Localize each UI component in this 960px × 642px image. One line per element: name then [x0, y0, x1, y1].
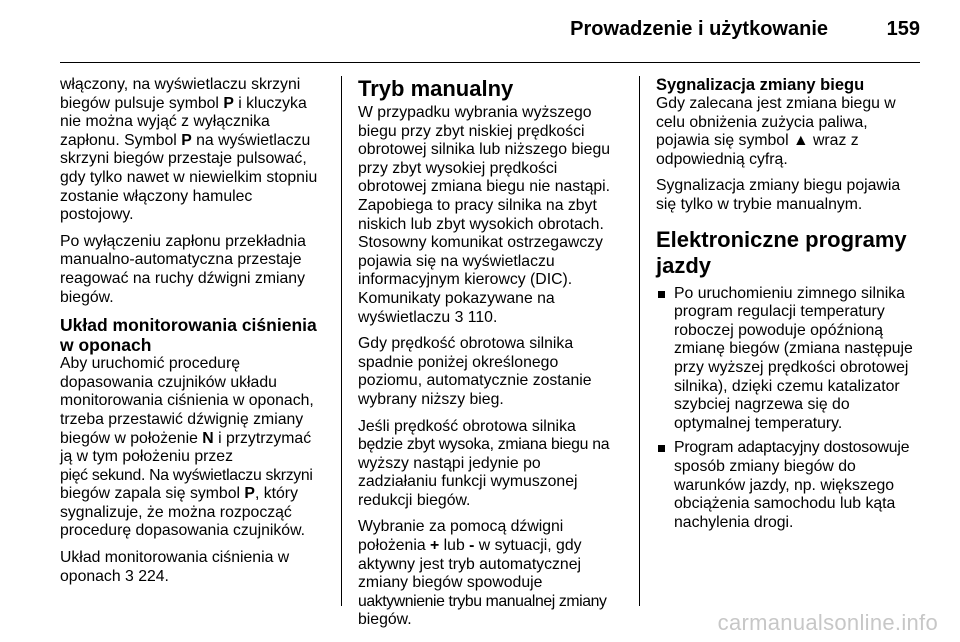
section-heading: Tryb manualny: [358, 76, 514, 101]
list-item: Program adaptacyjny dostosowuje sposób zmiany biegów do warunków jazdy, np. większego obciążenia samochodu lub kąta nachylenia drogi.: [656, 439, 926, 532]
square-bullet-icon: [658, 291, 665, 298]
column-3: [656, 76, 926, 538]
column-2: [358, 76, 626, 638]
page-ref-icon: 3: [125, 567, 134, 585]
page-number: 159: [886, 18, 920, 40]
column-1: [60, 76, 328, 594]
paragraph: Układ monitorowania ciśnienia w oponach 3 224.: [60, 549, 290, 585]
paragraph: Sygnalizacja zmiany biegu pojawia się tylko w trybie manualnym.: [656, 177, 901, 213]
triangle-up-icon: ▲: [792, 132, 809, 150]
paragraph: W przypadku wybrania wyższego biegu przy zbyt niskiej prędkości obrotowej silnika lub niższego biegu przy zbyt wysokiej prędkości obrotowej zmiana biegu nie nastąpi. Zapobiega to pracy silnika na zbyt niskich lub zbyt wysokich obrotach. Stosowny komunikat ostrzegawczy pojawia się na wyświetlaczu informacyjnym kierowcy (DIC). Komunikaty pokazywane na wyświetlaczu 3 110.: [358, 104, 611, 326]
watermark: carmanualsonline.info: [717, 610, 938, 635]
paragraph: Po wyłączeniu zapłonu przekładnia manualno-automatyczna przestaje reagować na ruchy dźwigni zmiany biegów.: [60, 232, 306, 306]
symbol-p: P: [223, 94, 234, 112]
symbol-p: P: [181, 131, 192, 149]
column-divider: [341, 76, 342, 606]
symbol-plus: +: [430, 537, 440, 555]
header-title: Prowadzenie i użytkowanie: [570, 18, 828, 40]
list-item: Po uruchomieniu zimnego silnika program regulacji temperatury roboczej powoduje opóźnioną zmianę biegów (zmiana następuje przy wyższej prędkości obrotowej silnika), dzięki czemu katalizator szybciej nagrzewa się do optymalnej temperatury.: [656, 285, 926, 434]
paragraph: Aby uruchomić procedurę dopasowania czujników układu monitorowania ciśnienia w oponach, trzeba przestawić dźwignię zmiany biegów w położenie N i przytrzymać ją w tym położeniu przez pięć sekund. Na wyświetlaczu skrzyni biegów zapala się symbol P, który sygnalizuje, że można rozpocząć procedurę dopasowania czujników.: [60, 355, 314, 540]
page-ref-icon: 3: [454, 308, 464, 326]
section-heading: Elektroniczne programy jazdy: [656, 226, 907, 278]
paragraph: Gdy zalecana jest zmiana biegu w celu obniżenia zużycia paliwa, pojawia się symbol ▲ wraz z odpowiednią cyfrą.: [656, 95, 896, 168]
page-header: [60, 0, 920, 63]
column-divider: [639, 76, 640, 606]
section-heading: Układ monitorowania ciśnienia w oponach: [60, 315, 317, 356]
section-heading: Sygnalizacja zmiany biegu: [656, 76, 865, 94]
paragraph: Wybranie za pomocą dźwigni położenia + lub - w sytuacji, gdy aktywny jest tryb automatycznej zmiany biegów spowoduje uaktywnienie trybu manualnej zmiany biegów.: [358, 518, 607, 629]
paragraph: włączony, na wyświetlaczu skrzyni biegów pulsuje symbol P i kluczyka nie można wyjąć z wyłącznika zapłonu. Symbol P na wyświetlaczu skrzyni biegów przestaje pulsować, gdy tylko nawet w niewielkim stopniu zostanie włączony hamulec postojowy.: [60, 76, 318, 224]
paragraph: Jeśli prędkość obrotowa silnika będzie zbyt wysoka, zmiana biegu na wyższy nastąpi jedynie po zadziałaniu funkcji wymuszonej redukcji biegów.: [358, 417, 610, 509]
square-bullet-icon: [658, 445, 665, 452]
paragraph: Gdy prędkość obrotowa silnika spadnie poniżej określonego poziomu, automatycznie zostanie wybrany niższy bieg.: [358, 335, 592, 408]
symbol-p: P: [244, 485, 255, 503]
symbol-minus: -: [469, 537, 475, 555]
symbol-n: N: [202, 429, 214, 447]
